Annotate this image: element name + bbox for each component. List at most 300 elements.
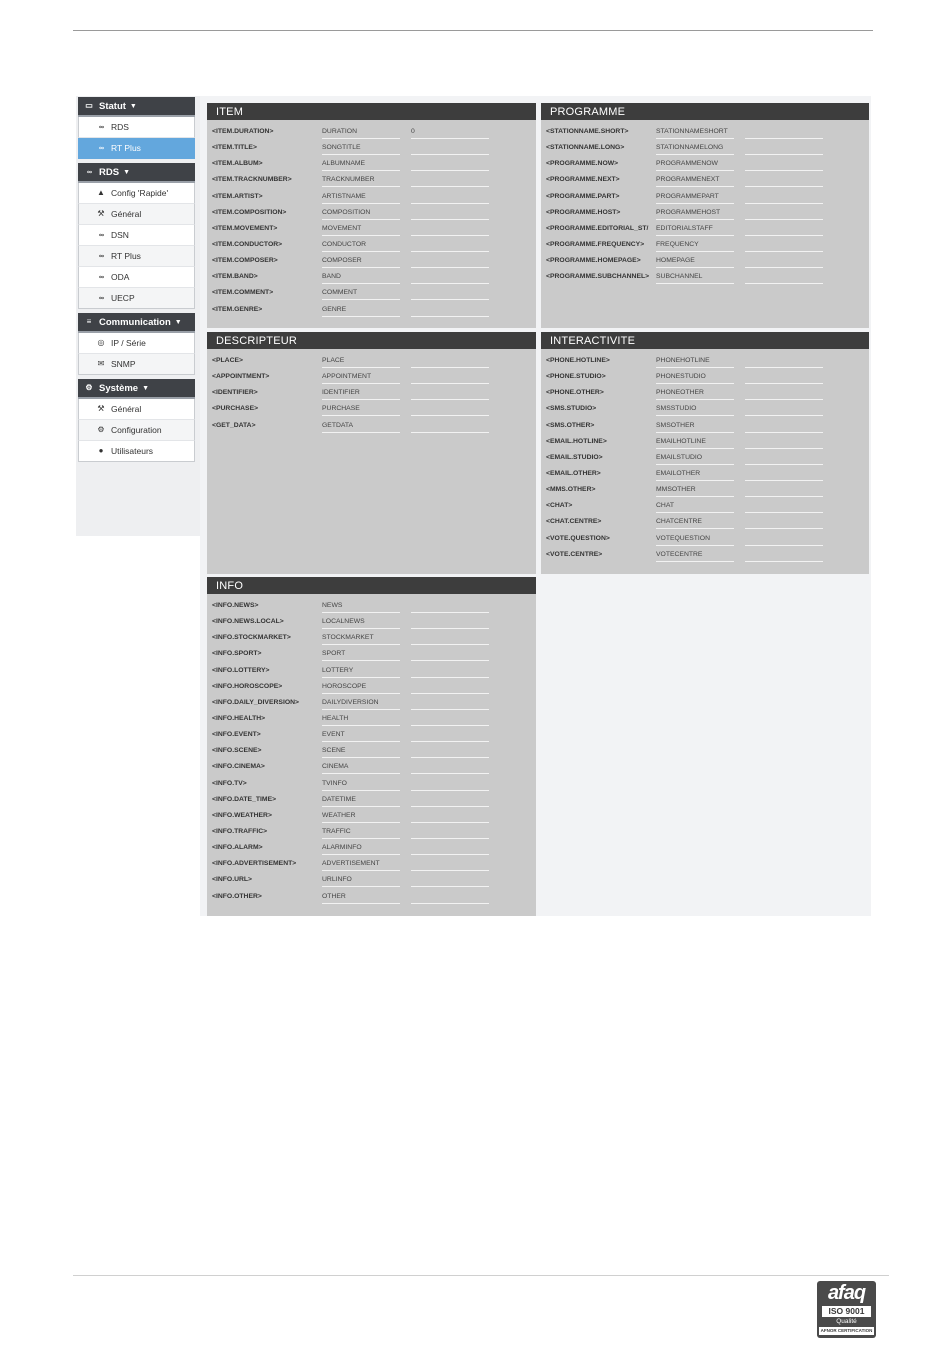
sidebar-item-label: Config 'Rapide' <box>111 188 169 198</box>
tag-row <box>207 205 536 221</box>
tag-label: <INFO.ALARM> <box>212 844 263 852</box>
tag-label: <PHONE.OTHER> <box>546 389 604 397</box>
sidebar-item-label: RT Plus <box>111 143 141 153</box>
tag-value-field[interactable]: VOTEQUESTION <box>656 535 734 546</box>
panel-title: DESCRIPTEUR <box>207 332 536 349</box>
tag-row <box>207 302 536 318</box>
tag-extra-field[interactable] <box>745 176 823 187</box>
sidebar-item-label: Général <box>111 209 142 219</box>
tag-label: <ITEM.CONDUCTOR> <box>212 240 283 248</box>
tag-value-field[interactable]: ALBUMNAME <box>322 160 400 171</box>
header-divider <box>73 30 873 31</box>
tag-extra-field[interactable] <box>745 373 823 384</box>
logo-iso: ISO 9001 <box>822 1306 871 1317</box>
tag-value-field[interactable]: OTHER <box>322 893 400 904</box>
tag-label: <SMS.STUDIO> <box>546 405 597 413</box>
tag-label: <ITEM.COMMENT> <box>212 289 274 297</box>
tag-value-field[interactable]: TVINFO <box>322 780 400 791</box>
tag-row <box>541 401 869 417</box>
tag-label: <INFO.NEWS> <box>212 602 259 609</box>
tag-value-field[interactable]: PROGRAMMEPART <box>656 193 734 204</box>
sidebar-group-communication <box>78 313 195 375</box>
rds-icon: ∞ <box>99 273 103 281</box>
wrench-icon: ⚒ <box>97 404 105 413</box>
sidebar-header-communication[interactable] <box>78 313 195 333</box>
sidebar-item-config-rapide[interactable] <box>78 183 195 204</box>
tag-value-field[interactable]: TRACKNUMBER <box>322 176 400 187</box>
sidebar-item-label: SNMP <box>111 359 136 369</box>
tag-row <box>207 369 536 385</box>
tag-row <box>207 840 536 856</box>
panel-rows <box>541 349 869 563</box>
tag-label: <INFO.ADVERTISEMENT> <box>212 860 297 868</box>
tag-value-field[interactable]: SMSSTUDIO <box>656 405 734 416</box>
user-icon: ● <box>98 446 104 455</box>
tag-label: <ITEM.MOVEMENT> <box>212 224 278 232</box>
sidebar <box>78 97 195 466</box>
tag-row <box>541 531 869 547</box>
tag-label: <PROGRAMME.SUBCHANNEL> <box>546 273 650 281</box>
tag-extra-field[interactable] <box>745 193 823 204</box>
tag-extra-field[interactable] <box>411 602 489 613</box>
tag-extra-field[interactable] <box>411 225 489 236</box>
tag-row <box>541 514 869 530</box>
tag-value-field[interactable]: LOCALNEWS <box>322 618 400 629</box>
panel-rows <box>207 120 536 318</box>
tag-extra-field[interactable] <box>411 812 489 823</box>
tag-label: <SMS.OTHER> <box>546 421 595 429</box>
tag-row <box>207 221 536 237</box>
tag-extra-field[interactable] <box>411 193 489 204</box>
tag-extra-field[interactable] <box>411 634 489 645</box>
tag-label: <STATIONNAME.SHORT> <box>546 128 629 135</box>
rds-icon: ∞ <box>99 294 103 302</box>
tag-row <box>207 856 536 872</box>
tag-row <box>541 434 869 450</box>
tag-value-field[interactable]: CHATCENTRE <box>656 518 734 529</box>
rds-icon: ∞ <box>99 123 103 131</box>
tag-extra-field[interactable] <box>411 667 489 678</box>
tag-extra-field[interactable] <box>745 241 823 252</box>
tag-row <box>541 205 869 221</box>
panel-interactivite <box>541 332 869 574</box>
tag-value-field[interactable]: ALARMINFO <box>322 844 400 855</box>
tag-value-field[interactable]: PHONEHOTLINE <box>656 357 734 368</box>
tag-extra-field[interactable] <box>745 518 823 529</box>
tag-row <box>207 743 536 759</box>
sidebar-header-label: Communication <box>99 316 171 328</box>
sidebar-header-label: Statut <box>99 100 126 112</box>
tag-row <box>541 269 869 285</box>
sidebar-item-oda[interactable] <box>78 267 195 288</box>
tag-row <box>541 418 869 434</box>
tag-extra-field[interactable] <box>745 535 823 546</box>
tag-value-field[interactable]: GENRE <box>322 306 400 317</box>
tag-row <box>207 889 536 905</box>
caret-down-icon: ▼ <box>129 102 137 110</box>
tag-label: <INFO.TRAFFIC> <box>212 827 268 835</box>
tag-value-field[interactable]: DURATION <box>322 128 400 139</box>
tag-label: <EMAIL.OTHER> <box>546 469 601 477</box>
tag-extra-field[interactable] <box>411 241 489 252</box>
tag-row <box>207 614 536 630</box>
tag-label: <CHAT.CENTRE> <box>546 518 602 526</box>
tag-value-field[interactable]: MOVEMENT <box>322 225 400 236</box>
tag-extra-field[interactable] <box>745 225 823 236</box>
tag-extra-field[interactable] <box>745 389 823 400</box>
tag-row <box>207 711 536 727</box>
tag-row <box>207 269 536 285</box>
tag-extra-field[interactable] <box>411 650 489 661</box>
tag-value-field[interactable]: STATIONNAMELONG <box>656 144 734 155</box>
rds-icon: ∞ <box>99 144 103 152</box>
tag-label: <INFO.EVENT> <box>212 731 261 739</box>
tag-extra-field[interactable] <box>411 763 489 774</box>
sidebar-item-general[interactable] <box>78 204 195 225</box>
sidebar-item-label: DSN <box>111 230 129 240</box>
tag-extra-field[interactable] <box>745 273 823 284</box>
tag-label: <PROGRAMME.HOMEPAGE> <box>546 257 641 265</box>
tag-row <box>207 695 536 711</box>
logo-brand: afaq <box>827 1282 866 1304</box>
tag-extra-field[interactable] <box>745 209 823 220</box>
tag-label: <ITEM.DURATION> <box>212 128 274 135</box>
sidebar-group-rds <box>78 163 195 309</box>
tag-value-field[interactable]: MMSOTHER <box>656 486 734 497</box>
globe-icon: ◎ <box>97 338 105 347</box>
tag-extra-field[interactable] <box>411 176 489 187</box>
tag-value-field[interactable]: SONGTITLE <box>322 144 400 155</box>
tag-row <box>541 221 869 237</box>
tag-value-field[interactable]: LOTTERY <box>322 667 400 678</box>
tag-extra-field[interactable] <box>411 844 489 855</box>
tag-label: <INFO.LOTTERY> <box>212 666 270 674</box>
logo-quality: Qualité <box>836 1318 857 1325</box>
sidebar-header-systeme[interactable] <box>78 379 195 399</box>
tag-label: <STATIONNAME.LONG> <box>546 144 625 152</box>
sidebar-item-dsn[interactable] <box>78 225 195 246</box>
tag-label: <INFO.WEATHER> <box>212 811 272 819</box>
tag-label: <PROGRAMME.NEXT> <box>546 176 620 184</box>
tag-label: <INFO.OTHER> <box>212 892 262 900</box>
tag-row <box>541 498 869 514</box>
tag-value-field[interactable]: PLACE <box>322 357 400 368</box>
tag-value-field[interactable]: NEWS <box>322 602 400 613</box>
tag-extra-field[interactable] <box>411 273 489 284</box>
tag-label: <ITEM.TITLE> <box>212 144 257 152</box>
tag-label: <ITEM.GENRE> <box>212 305 263 313</box>
tag-label: <ITEM.COMPOSITION> <box>212 208 287 216</box>
tag-row <box>207 156 536 172</box>
tag-extra-field[interactable] <box>745 257 823 268</box>
tag-value-field[interactable]: BAND <box>322 273 400 284</box>
tag-label: <INFO.STOCKMARKET> <box>212 634 291 642</box>
tag-value-field[interactable]: VOTECENTRE <box>656 551 734 562</box>
sidebar-item-label: ODA <box>111 272 130 282</box>
tag-extra-field[interactable] <box>745 128 823 139</box>
tag-label: <CHAT> <box>546 502 573 510</box>
sidebar-item-rt-plus[interactable] <box>78 138 195 159</box>
sidebar-item-label: Général <box>111 404 142 414</box>
tag-extra-field[interactable] <box>411 893 489 904</box>
tag-value-field[interactable]: SUBCHANNEL <box>656 273 734 284</box>
tag-extra-field[interactable] <box>411 257 489 268</box>
tag-value-field[interactable]: EVENT <box>322 731 400 742</box>
tag-extra-field[interactable] <box>411 405 489 416</box>
panel-title: INTERACTIVITE <box>541 332 869 349</box>
tag-value-field[interactable]: COMPOSER <box>322 257 400 268</box>
sidebar-header-label: Système <box>99 382 139 394</box>
tag-extra-field[interactable] <box>411 780 489 791</box>
tag-label: <EMAIL.HOTLINE> <box>546 437 607 445</box>
tag-value-field[interactable]: PROGRAMMENOW <box>656 160 734 171</box>
tag-value-field[interactable]: EDITORIALSTAFF <box>656 225 734 236</box>
rds-icon: ∞ <box>99 231 103 239</box>
tag-value-field[interactable]: APPOINTMENT <box>322 373 400 384</box>
panel-descripteur <box>207 332 536 574</box>
sidebar-item-label: IP / Série <box>111 338 146 348</box>
tag-value-field[interactable]: COMPOSITION <box>322 209 400 220</box>
panel-title: INFO <box>207 577 536 594</box>
tag-extra-field[interactable] <box>411 860 489 871</box>
tag-extra-field[interactable] <box>411 422 489 433</box>
tag-label: <PROGRAMME.NOW> <box>546 160 619 168</box>
sidebar-item-rt-plus[interactable] <box>78 246 195 267</box>
tag-label: <INFO.TV> <box>212 779 247 787</box>
tag-value-field[interactable]: DATETIME <box>322 796 400 807</box>
tag-value-field[interactable]: STATIONNAMESHORT <box>656 128 734 139</box>
tag-label: <PURCHASE> <box>212 405 259 413</box>
tag-value-field[interactable]: HOROSCOPE <box>322 683 400 694</box>
tag-value-field[interactable]: SPORT <box>322 650 400 661</box>
sidebar-item-label: RDS <box>111 122 129 132</box>
tag-value-field[interactable]: IDENTIFIER <box>322 389 400 400</box>
tag-value-field[interactable]: EMAILSTUDIO <box>656 454 734 465</box>
tag-row <box>207 237 536 253</box>
sidebar-item-general[interactable] <box>78 399 195 420</box>
tag-value-field[interactable]: PHONEOTHER <box>656 389 734 400</box>
tag-row <box>207 759 536 775</box>
tag-label: <INFO.DAILY_DIVERSION> <box>212 698 299 706</box>
tag-extra-field[interactable] <box>411 747 489 758</box>
tag-value-field[interactable]: CHAT <box>656 502 734 513</box>
tag-row <box>541 253 869 269</box>
tag-value-field[interactable]: GETDATA <box>322 422 400 433</box>
tag-label: <INFO.CINEMA> <box>212 763 265 771</box>
tag-row <box>207 679 536 695</box>
tag-extra-field[interactable] <box>411 209 489 220</box>
tag-extra-field[interactable] <box>745 160 823 171</box>
sidebar-group-systeme <box>78 379 195 462</box>
sidebar-header-rds[interactable] <box>78 163 195 183</box>
tag-value-field[interactable]: TRAFFIC <box>322 828 400 839</box>
tag-value-field[interactable]: CINEMA <box>322 763 400 774</box>
sidebar-item-configuration[interactable] <box>78 420 195 441</box>
tag-row <box>207 189 536 205</box>
sidebar-header-label: RDS <box>99 166 120 178</box>
sidebar-item-label: Utilisateurs <box>111 446 154 456</box>
caret-down-icon: ▼ <box>123 168 130 176</box>
tag-row <box>541 124 869 140</box>
caret-down-icon: ▼ <box>142 384 150 392</box>
tag-row <box>541 482 869 498</box>
panel-title: PROGRAMME <box>541 103 869 120</box>
signal-icon: ≡ <box>86 317 92 326</box>
tag-value-field[interactable]: ARTISTNAME <box>322 193 400 204</box>
rds-icon: ∞ <box>87 168 91 176</box>
tag-label: <IDENTIFIER> <box>212 389 258 397</box>
tag-row <box>541 369 869 385</box>
tag-row <box>207 776 536 792</box>
tag-row <box>541 450 869 466</box>
tag-label: <ITEM.COMPOSER> <box>212 257 278 265</box>
tag-value-field[interactable]: PROGRAMMEHOST <box>656 209 734 220</box>
tag-value-field[interactable]: PROGRAMMENEXT <box>656 176 734 187</box>
tag-value-field[interactable]: SCENE <box>322 747 400 758</box>
tag-row <box>207 727 536 743</box>
tag-label: <ITEM.BAND> <box>212 273 258 281</box>
tag-row <box>541 466 869 482</box>
tag-label: <PROGRAMME.FREQUENCY> <box>546 240 645 248</box>
panel-info <box>207 577 536 916</box>
tag-label: <ITEM.ALBUM> <box>212 160 263 168</box>
tag-label: <INFO.HOROSCOPE> <box>212 682 283 690</box>
tag-row <box>207 872 536 888</box>
tag-row <box>207 253 536 269</box>
tag-value-field[interactable]: FREQUENCY <box>656 241 734 252</box>
sidebar-item-label: UECP <box>111 293 135 303</box>
tag-value-field[interactable]: CONDUCTOR <box>322 241 400 252</box>
tag-value-field[interactable]: SMSOTHER <box>656 422 734 433</box>
tag-extra-field[interactable] <box>411 618 489 629</box>
tag-value-field[interactable]: ADVERTISEMENT <box>322 860 400 871</box>
tag-extra-field[interactable] <box>411 683 489 694</box>
sidebar-item-snmp[interactable] <box>78 354 195 375</box>
tag-label: <APPOINTMENT> <box>212 373 270 381</box>
tag-extra-field[interactable] <box>745 454 823 465</box>
tag-extra-field[interactable] <box>745 502 823 513</box>
panel-rows <box>207 594 536 905</box>
tag-row <box>207 385 536 401</box>
tag-label: <INFO.SPORT> <box>212 650 262 658</box>
envelope-icon: ✉ <box>97 359 105 368</box>
tag-row <box>541 237 869 253</box>
tag-row <box>541 547 869 563</box>
tag-extra-field[interactable] <box>745 551 823 562</box>
tag-extra-field[interactable] <box>411 699 489 710</box>
tag-row <box>207 140 536 156</box>
tag-value-field[interactable]: URLINFO <box>322 876 400 887</box>
tag-row <box>541 156 869 172</box>
tag-value-field[interactable]: EMAILHOTLINE <box>656 438 734 449</box>
tag-extra-field[interactable] <box>411 389 489 400</box>
tag-extra-field[interactable] <box>745 470 823 481</box>
tag-extra-field[interactable] <box>745 405 823 416</box>
tag-extra-field[interactable] <box>411 715 489 726</box>
tag-row <box>207 401 536 417</box>
panel-item <box>207 103 536 328</box>
logo-cert: AFNOR CERTIFICATION <box>820 1328 873 1333</box>
panel-programme <box>541 103 869 328</box>
sidebar-item-ip-serie[interactable] <box>78 333 195 354</box>
tag-row <box>207 124 536 140</box>
tag-value-field[interactable]: DAILYDIVERSION <box>322 699 400 710</box>
tag-extra-field[interactable] <box>745 144 823 155</box>
tag-extra-field[interactable] <box>745 357 823 368</box>
tag-extra-field[interactable] <box>745 438 823 449</box>
tag-extra-field[interactable]: 0 <box>411 128 489 139</box>
tag-value-field[interactable]: PHONESTUDIO <box>656 373 734 384</box>
sidebar-item-utilisateurs[interactable] <box>78 441 195 462</box>
tag-extra-field[interactable] <box>745 486 823 497</box>
footer-divider <box>73 1275 889 1276</box>
gear-icon: ⚙ <box>85 383 93 392</box>
tag-value-field[interactable]: HOMEPAGE <box>656 257 734 268</box>
tag-value-field[interactable]: EMAILOTHER <box>656 470 734 481</box>
gears-icon: ⚙ <box>97 425 105 434</box>
afaq-iso-logo <box>817 1281 876 1338</box>
tag-label: <PHONE.HOTLINE> <box>546 357 610 364</box>
tag-extra-field[interactable] <box>745 422 823 433</box>
tag-row <box>541 189 869 205</box>
panel-rows <box>207 349 536 434</box>
tag-row <box>207 824 536 840</box>
tag-extra-field[interactable] <box>411 828 489 839</box>
tag-row <box>207 598 536 614</box>
tag-row <box>541 353 869 369</box>
tag-value-field[interactable]: COMMENT <box>322 289 400 300</box>
tag-extra-field[interactable] <box>411 373 489 384</box>
tag-extra-field[interactable] <box>411 306 489 317</box>
tag-row <box>541 172 869 188</box>
tag-label: <VOTE.CENTRE> <box>546 550 603 558</box>
tag-label: <EMAIL.STUDIO> <box>546 453 603 461</box>
tag-value-field[interactable]: WEATHER <box>322 812 400 823</box>
tag-extra-field[interactable] <box>411 796 489 807</box>
tag-row <box>207 792 536 808</box>
tag-extra-field[interactable] <box>411 160 489 171</box>
tag-label: <INFO.URL> <box>212 876 253 884</box>
tag-row <box>207 646 536 662</box>
tag-label: <ITEM.TRACKNUMBER> <box>212 176 292 184</box>
tag-extra-field[interactable] <box>411 357 489 368</box>
tag-label: <ITEM.ARTIST> <box>212 192 263 200</box>
tag-extra-field[interactable] <box>411 731 489 742</box>
sidebar-group-statut <box>78 97 195 159</box>
monitor-icon: ▭ <box>85 101 93 110</box>
sidebar-header-statut[interactable] <box>78 97 195 117</box>
tag-label: <PROGRAMME.PART> <box>546 192 620 200</box>
tag-row <box>207 630 536 646</box>
tag-label: <GET_DATA> <box>212 421 256 429</box>
tag-extra-field[interactable] <box>411 876 489 887</box>
tag-extra-field[interactable] <box>411 144 489 155</box>
tag-value-field[interactable]: STOCKMARKET <box>322 634 400 645</box>
tag-label: <INFO.DATE_TIME> <box>212 795 277 803</box>
sidebar-item-label: Configuration <box>111 425 162 435</box>
sidebar-item-rds[interactable] <box>78 117 195 138</box>
sidebar-item-uecp[interactable] <box>78 288 195 309</box>
wrench-icon: ⚒ <box>97 209 105 218</box>
tag-value-field[interactable]: HEALTH <box>322 715 400 726</box>
tag-value-field[interactable]: PURCHASE <box>322 405 400 416</box>
tag-row <box>207 353 536 369</box>
tag-label: <PROGRAMME.HOST> <box>546 208 621 216</box>
panel-rows <box>541 120 869 285</box>
tag-extra-field[interactable] <box>411 289 489 300</box>
tag-label: <PROGRAMME.EDITORIAL_ST/ <box>546 224 649 232</box>
panel-title: ITEM <box>207 103 536 120</box>
